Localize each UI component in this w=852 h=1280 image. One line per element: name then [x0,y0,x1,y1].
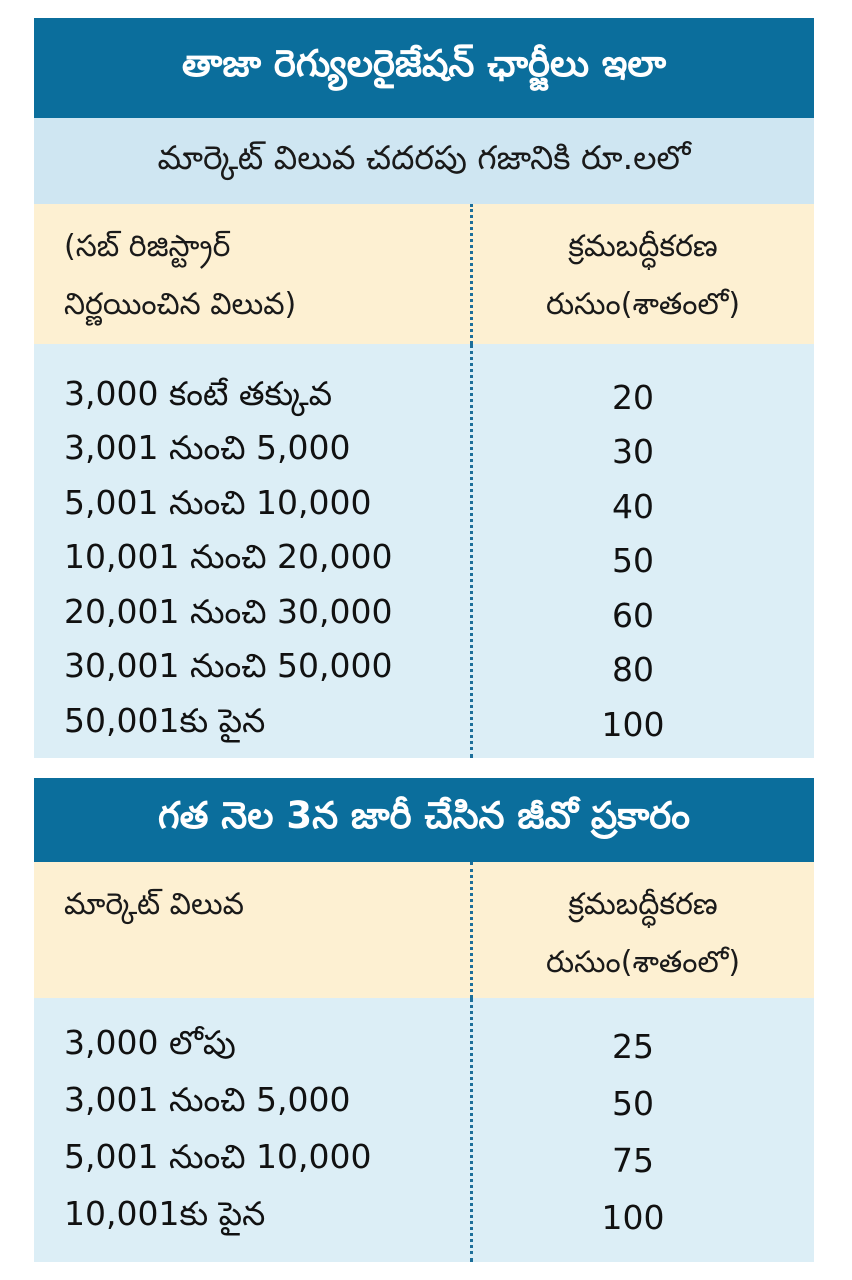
table2-body [34,998,814,1262]
fee-cell: 30 [612,432,654,472]
column-divider [470,344,473,758]
range-cell: 3,000 లోపు [64,1023,236,1062]
range-cell: 5,001 నుంచి 10,000 [64,482,372,522]
table-row [34,534,814,589]
table2-header-left [34,862,472,998]
table-row [34,479,814,534]
table-row [34,370,814,425]
header-right-line: క్రమబద్ధీకరణ [568,887,718,922]
table-row [34,425,814,480]
fee-cell: 80 [612,650,654,690]
range-cell: 3,001 నుంచి 5,000 [64,428,351,468]
table1-header-left [34,204,472,344]
range-cell: 5,001 నుంచి 10,000 [64,1137,372,1176]
table-row [34,1189,814,1246]
regularization-table-previous-go [34,778,814,1262]
fee-cell: 50 [612,541,654,581]
table2-title: గత నెల 3న జారీ చేసిన జీవో ప్రకారం [34,778,814,862]
range-cell: 50,001కు పైన [64,700,266,740]
header-left-line: (సబ్ రిజిస్ట్రార్ [64,229,231,264]
table1-subtitle: మార్కెట్ విలువ చదరపు గజానికి రూ.లలో [34,118,814,204]
header-right-line: రుసుం(శాతంలో) [545,945,741,980]
fee-cell: 40 [612,486,654,526]
fee-cell: 100 [601,1198,665,1237]
table2-header [34,862,814,998]
column-divider [470,998,473,1262]
fee-cell: 20 [612,377,654,417]
table2-header-right [472,862,814,998]
fee-cell: 75 [612,1141,654,1180]
fee-cell: 100 [601,704,665,744]
range-cell: 3,000 కంటే తక్కువ [64,373,333,413]
range-cell: 10,001 నుంచి 20,000 [64,537,393,577]
range-cell: 30,001 నుంచి 50,000 [64,646,393,686]
table-row [34,1075,814,1132]
header-right-line: క్రమబద్ధీకరణ [568,229,718,264]
header-left-line: నిర్ణయించిన విలువ) [64,287,297,322]
table-row [34,643,814,698]
regularization-table-current [34,18,814,758]
fee-cell: 60 [612,595,654,635]
table-row [34,697,814,752]
table1-header [34,204,814,344]
header-left-line: మార్కెట్ విలువ [64,887,244,922]
fee-cell: 50 [612,1084,654,1123]
table-row [34,1132,814,1189]
range-cell: 3,001 నుంచి 5,000 [64,1080,351,1119]
table-row [34,1018,814,1075]
table1-title: తాజా రెగ్యులరైజేషన్ ఛార్జీలు ఇలా [34,18,814,118]
fee-cell: 25 [612,1027,654,1066]
table-row [34,588,814,643]
table1-body [34,344,814,758]
range-cell: 20,001 నుంచి 30,000 [64,591,393,631]
range-cell: 10,001కు పైన [64,1194,266,1233]
header-right-line: రుసుం(శాతంలో) [545,287,741,322]
column-divider [470,204,473,344]
table1-header-right [472,204,814,344]
column-divider [470,862,473,998]
